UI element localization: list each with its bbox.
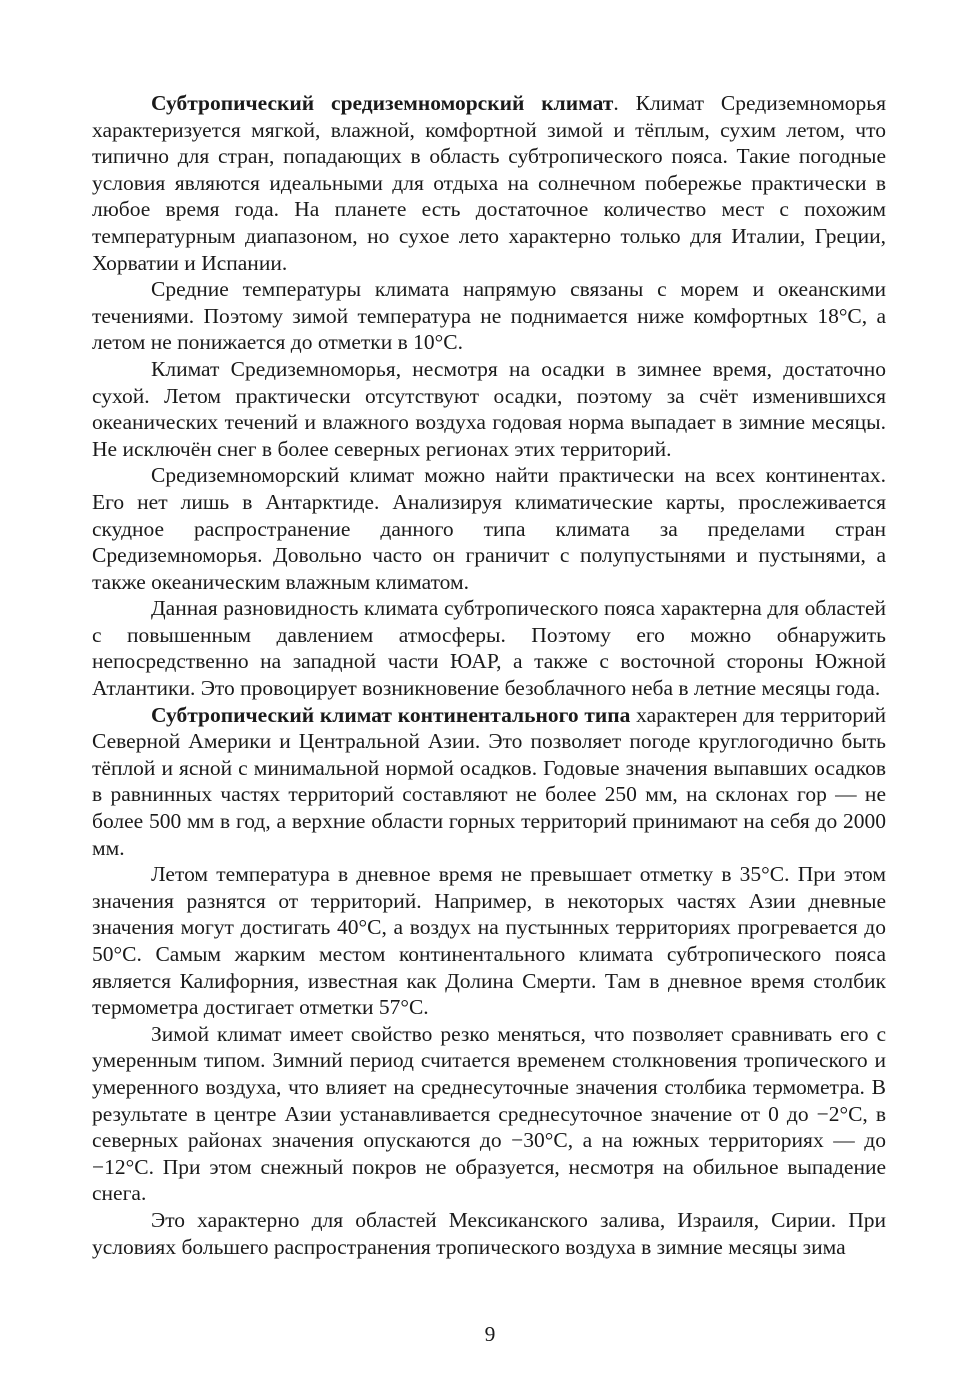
paragraph-precipitation xyxy=(92,356,886,462)
paragraph-text: Это характерно для областей Мексиканского залива, Израиля, Сирии. При условиях большего распространения тропического воздуха в зимние месяцы зима xyxy=(92,1207,886,1259)
paragraph-text: Летом температура в дневное время не превышает отметку в 35°C. При этом значения разнятся от территорий. Например, в некоторых частях Азии дневные значения могут достигать 40°C, а воздух на пустынных территориях прогревается до 50°C. Самым жарким местом континентального климата субтропического пояса является Калифорния, известная как Долина Смерти. Там в дневное время столбик термометра достигает отметки 57°C. xyxy=(92,862,886,1020)
paragraph-mediterranean-intro xyxy=(92,90,886,276)
paragraph-temperatures xyxy=(92,276,886,356)
paragraph-text: . Климат Средиземноморья характеризуется мягкой, влажной, комфортной зимой и тёплым, сухим летом, что типично для стран, попадающих в область субтропического пояса. Такие погодные условия являются идеальными для отдыха на солнечном побережье практически в любое время года. На планете есть достаточное количество мест с похожим температурным диапазоном, но сухое лето характерно только для Италии, Греции, Хорватии и Испании. xyxy=(92,91,886,275)
paragraph-text: Климат Средиземноморья, несмотря на осадки в зимнее время, достаточно сухой. Летом практически отсутствуют осадки, поэтому за счёт изменившихся океанических течений и влажного воздуха годовая норма выпадает в зимние месяцы. Не исключён снег в более северных регионах этих территорий. xyxy=(92,356,886,461)
paragraph-text: Средние температуры климата напрямую связаны с морем и океанскими течениями. Поэтому зимой температура не поднимается ниже комфортных 18°C, а летом не понижается до отметки в 10°C. xyxy=(92,277,886,355)
paragraph-text: Данная разновидность климата субтропического пояса характерна для областей с повышенным давлением атмосферы. Поэтому его можно обнаружить непосредственно на западной части ЮАР, а также с восточной стороны Южной Атлантики. Это провоцирует возникновение безоблачного неба в летние месяцы года. xyxy=(92,596,886,701)
paragraph-winter-climate xyxy=(92,1021,886,1207)
page-number: 9 xyxy=(484,1322,496,1346)
paragraph-text: Зимой климат имеет свойство резко меняться, что позволяет сравнивать его с умеренным типом. Зимний период считается временем столкновения тропического и умеренного воздуха, что влияет на среднесуточные значения столбика термометра. В результате в центре Азии устанавливается среднесуточное значение от 0 до −2°C, в северных районах значения опускаются до −30°C, а на южных территориях — до −12°C. При этом снежный покров не образуется, несмотря на обильное выпадение снега. xyxy=(92,1021,886,1206)
page-body xyxy=(92,90,886,1260)
paragraph-summer-temperature xyxy=(92,861,886,1021)
paragraph-lead-term: Субтропический климат континентального типа xyxy=(151,702,631,727)
paragraph-continental-intro xyxy=(92,702,886,862)
paragraph-lead-term: Субтропический средиземноморский климат xyxy=(151,91,614,115)
paragraph-text: Средиземноморский климат можно найти практически на всех континентах. Его нет лишь в Антарктиде. Анализируя климатические карты, прослеживается скудное распространение данного типа климата за пределами стран Средиземноморья. Довольно часто он граничит с полупустынями и пустынями, а также океаническим влажным климатом. xyxy=(92,463,886,594)
paragraph-distribution xyxy=(92,462,886,595)
paragraph-regions xyxy=(92,1207,886,1260)
paragraph-pressure xyxy=(92,595,886,701)
paragraph-text: характерен для территорий Северной Америки и Центральной Азии. Это позволяет погоде круглогодично быть тёплой и ясной с минимальной нормой осадков. Годовые значения выпавших осадков в равнинных частях территорий составляют не более 250 мм, на склонах гор — не более 500 мм в год, а верхние области горных территорий принимают на себя до 2000 мм. xyxy=(92,702,886,860)
